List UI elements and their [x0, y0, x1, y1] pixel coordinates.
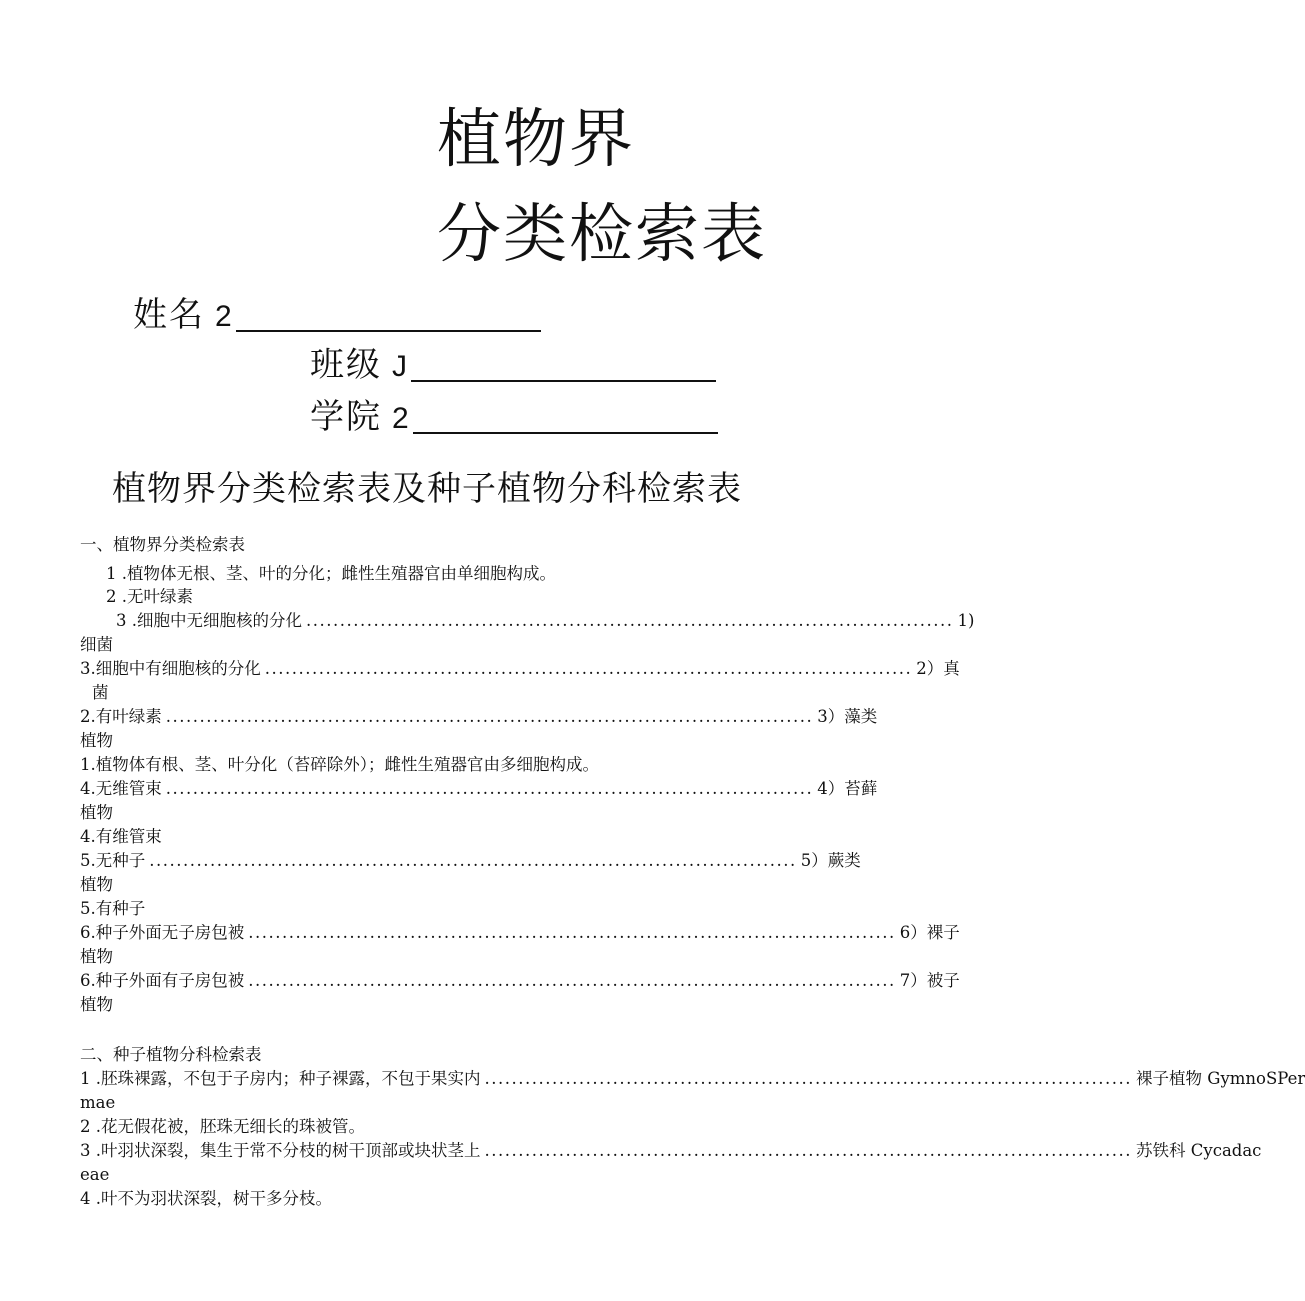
leader-dots: ................................................................................................ [248, 923, 896, 942]
key-entry-continuation: 植物 [80, 947, 113, 966]
key-entry-continuation: 植物 [80, 875, 113, 894]
document-subtitle: 植物界分类检索表及种子植物分科检索表 [112, 469, 742, 509]
key-entry [80, 657, 960, 681]
class-blank-line[interactable] [411, 354, 716, 382]
key-entry-result: 5）蕨类 [800, 851, 861, 870]
key-line: 4 .叶不为羽状深裂，树干多分枝。 [80, 1189, 332, 1208]
key-line: 4.有维管束 [80, 827, 162, 846]
key-entry-result: 1) [957, 611, 975, 630]
class-label: 班级 [310, 345, 382, 385]
key-entry-result: 裸子植物 GymnoSPer [1136, 1069, 1305, 1088]
key-entry-continuation: eae [80, 1165, 110, 1184]
key-entry-result: 2）真 [916, 659, 960, 678]
class-code: J [392, 350, 407, 383]
key-line: 2 .无叶绿素 [106, 587, 193, 606]
key-entry-continuation: 细菌 [80, 635, 113, 654]
section-2-heading: 二、种子植物分科检索表 [80, 1045, 262, 1064]
key-entry [80, 921, 960, 945]
name-field [133, 295, 541, 335]
key-entry-continuation: 植物 [80, 731, 113, 750]
key-entry-text: 3.细胞中有细胞核的分化 [80, 659, 261, 678]
name-label: 姓名 [133, 295, 205, 335]
key-entry-result: 3）藻类 [817, 707, 878, 726]
college-label: 学院 [310, 397, 382, 437]
key-entry-text: 2.有叶绿素 [80, 707, 162, 726]
key-line: 5.有种子 [80, 899, 146, 918]
key-entry-text: 3 .叶羽状深裂，集生于常不分枝的树干顶部或块状茎上 [80, 1141, 481, 1160]
key-entry-text: 1 .胚珠裸露，不包于子房内；种子裸露，不包于果实内 [80, 1069, 481, 1088]
name-code: 2 [215, 300, 232, 333]
name-blank-line[interactable] [236, 304, 541, 332]
key-entry-continuation: 植物 [80, 995, 113, 1014]
title-line-1: 植物界 [437, 103, 635, 177]
class-field [310, 345, 716, 385]
leader-dots: ................................................................................................ [484, 1141, 1133, 1160]
section-1-heading: 一、植物界分类检索表 [80, 535, 245, 554]
key-entry-result: 6）裸子 [899, 923, 960, 942]
key-entry-result: 4）苔藓 [817, 779, 878, 798]
leader-dots: ................................................................................................ [484, 1069, 1133, 1088]
key-line: 1 .植物体无根、茎、叶的分化；雌性生殖器官由单细胞构成。 [106, 564, 556, 583]
key-entry-result: 苏铁科 Cycadac [1136, 1141, 1262, 1160]
leader-dots: ................................................................................................ [149, 851, 797, 870]
key-line: 2 .花无假花被，胚珠无细长的珠被管。 [80, 1117, 365, 1136]
college-code: 2 [392, 402, 409, 435]
key-entry [80, 1139, 1262, 1163]
key-entry-continuation: 植物 [80, 803, 113, 822]
college-field [310, 397, 718, 437]
college-blank-line[interactable] [413, 406, 718, 434]
key-entry [80, 705, 878, 729]
key-entry-continuation: 菌 [92, 683, 109, 702]
key-entry-text: 6.种子外面无子房包被 [80, 923, 245, 942]
leader-dots: ................................................................................................ [306, 611, 954, 630]
key-entry [80, 777, 878, 801]
key-entry-text: 4.无维管束 [80, 779, 162, 798]
key-entry-text: 5.无种子 [80, 851, 146, 870]
key-entry [80, 969, 960, 993]
leader-dots: ................................................................................................ [248, 971, 896, 990]
key-entry [80, 1067, 1305, 1091]
title-line-2: 分类检索表 [437, 198, 767, 272]
leader-dots: ................................................................................................ [165, 707, 814, 726]
key-entry-text: 6.种子外面有子房包被 [80, 971, 245, 990]
key-entry-continuation: mae [80, 1093, 116, 1112]
key-entry [116, 609, 975, 633]
leader-dots: ................................................................................................ [165, 779, 814, 798]
key-line: 1.植物体有根、茎、叶分化（苔碎除外）；雌性生殖器官由多细胞构成。 [80, 755, 599, 774]
key-entry-result: 7）被子 [899, 971, 960, 990]
key-entry [80, 849, 861, 873]
key-entry-text: 3 .细胞中无细胞核的分化 [116, 611, 302, 630]
leader-dots: ................................................................................................ [264, 659, 913, 678]
